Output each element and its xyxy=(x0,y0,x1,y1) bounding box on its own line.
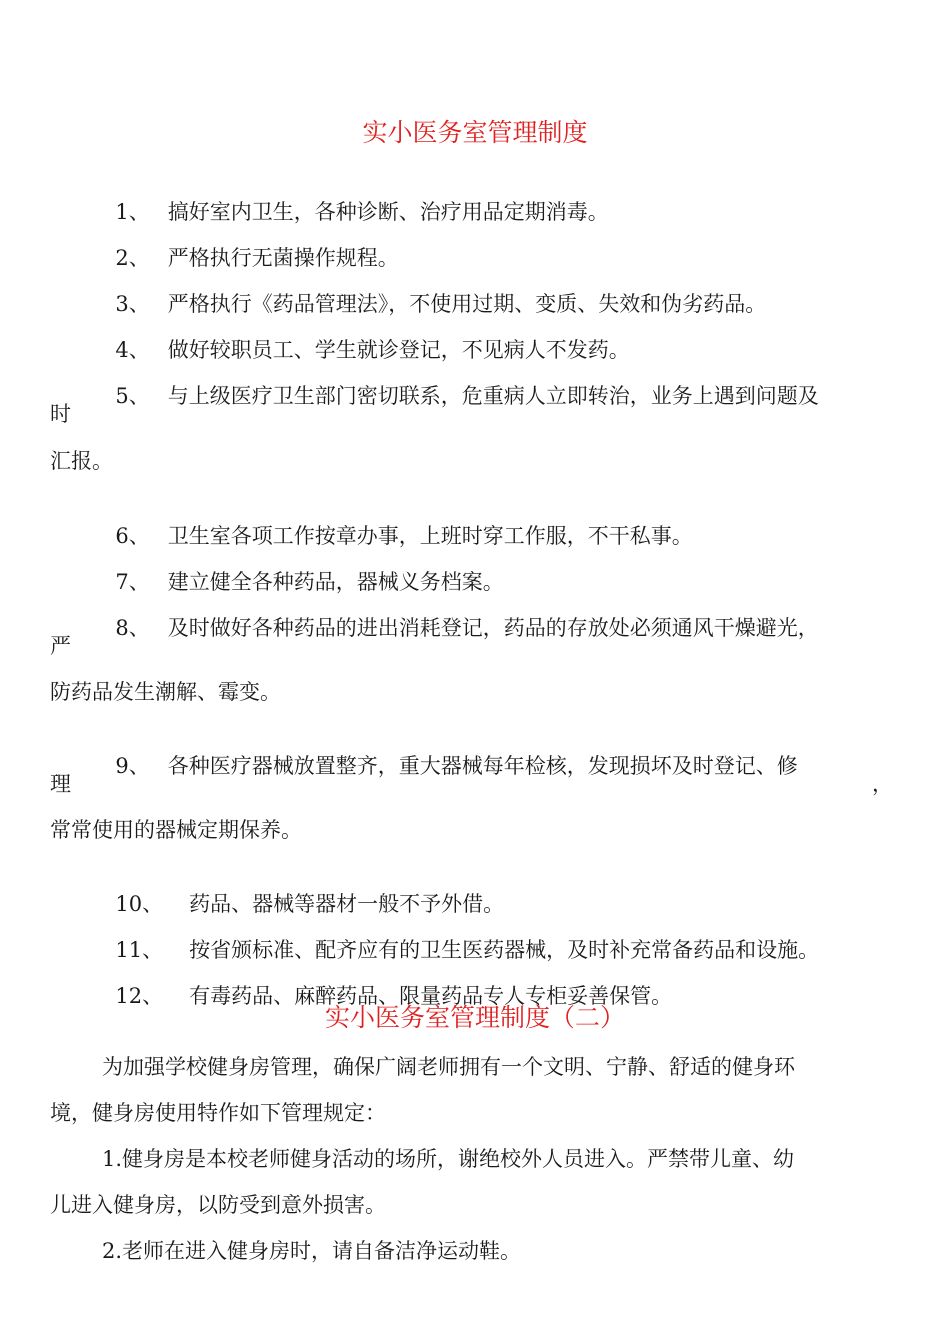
item-text: 与上级医疗卫生部门密切联系，危重病人立即转治，业务上遇到问题及 xyxy=(167,384,819,408)
document-title: 实小医务室管理制度 xyxy=(362,118,588,147)
item-continuation: 防药品发生潮解、霉变。 xyxy=(50,680,281,704)
item-text: 搞好室内卫生，各种诊断、治疗用品定期消毒。 xyxy=(167,200,609,224)
item-continuation: 汇报。 xyxy=(50,449,113,473)
item-text: 建立健全各种药品，器械义务档案。 xyxy=(167,570,504,594)
item-number: 3、 xyxy=(115,292,150,316)
list-item xyxy=(102,354,819,410)
item-continuation: 常常使用的器械定期保养。 xyxy=(50,818,302,842)
item-number: 11、 xyxy=(115,938,164,962)
item-continuation-punctuation: ， xyxy=(872,772,893,796)
section-title: 实小医务室管理制度（二） xyxy=(324,1003,625,1032)
item-text: 药品、器械等器材一般不予外借。 xyxy=(189,892,505,916)
item-number: 5、 xyxy=(115,384,150,408)
item-continuation: 时 xyxy=(50,402,71,426)
item-number: 4、 xyxy=(115,338,150,362)
intro-paragraph-line: 为加强学校健身房管理，确保广阔老师拥有一个文明、宁静、舒适的健身环 xyxy=(102,1055,795,1079)
item-number: 6、 xyxy=(115,524,150,548)
item-number: 12、 xyxy=(115,984,164,1008)
list-item xyxy=(102,586,819,642)
rule-line: 儿进入健身房，以防受到意外损害。 xyxy=(50,1193,386,1217)
item-text: 做好较职员工、学生就诊登记，不见病人不发药。 xyxy=(167,338,630,362)
item-text: 及时做好各种药品的进出消耗登记，药品的存放处必须通风干燥避光， xyxy=(167,616,819,640)
item-number: 8、 xyxy=(115,616,150,640)
item-text: 有毒药品、麻醉药品、限量药品专人专柜妥善保管。 xyxy=(189,984,673,1008)
item-text: 严格执行《药品管理法》，不使用过期、变质、失效和伪劣药品。 xyxy=(167,292,767,316)
item-number: 1、 xyxy=(115,200,150,224)
item-continuation: 理 xyxy=(50,772,71,796)
item-number: 10、 xyxy=(115,892,164,916)
item-text: 按省颁标准、配齐应有的卫生医药器械，及时补充常备药品和设施。 xyxy=(189,938,820,962)
list-item xyxy=(102,724,798,780)
rule-line: 2.老师在进入健身房时，请自备洁净运动鞋。 xyxy=(102,1239,522,1263)
item-number: 2、 xyxy=(115,246,150,270)
item-text: 各种医疗器械放置整齐，重大器械每年检核，发现损坏及时登记、修 xyxy=(167,754,798,778)
rule-line: 1.健身房是本校老师健身活动的场所，谢绝校外人员进入。严禁带儿童、幼 xyxy=(102,1147,795,1171)
list-item xyxy=(102,954,672,1010)
item-number: 7、 xyxy=(115,570,150,594)
item-text: 卫生室各项工作按章办事，上班时穿工作服，不干私事。 xyxy=(167,524,693,548)
item-continuation: 严 xyxy=(50,634,71,658)
item-number: 9、 xyxy=(115,754,150,778)
item-text: 严格执行无菌操作规程。 xyxy=(167,246,399,270)
intro-paragraph-line: 境，健身房使用特作如下管理规定： xyxy=(50,1101,386,1125)
